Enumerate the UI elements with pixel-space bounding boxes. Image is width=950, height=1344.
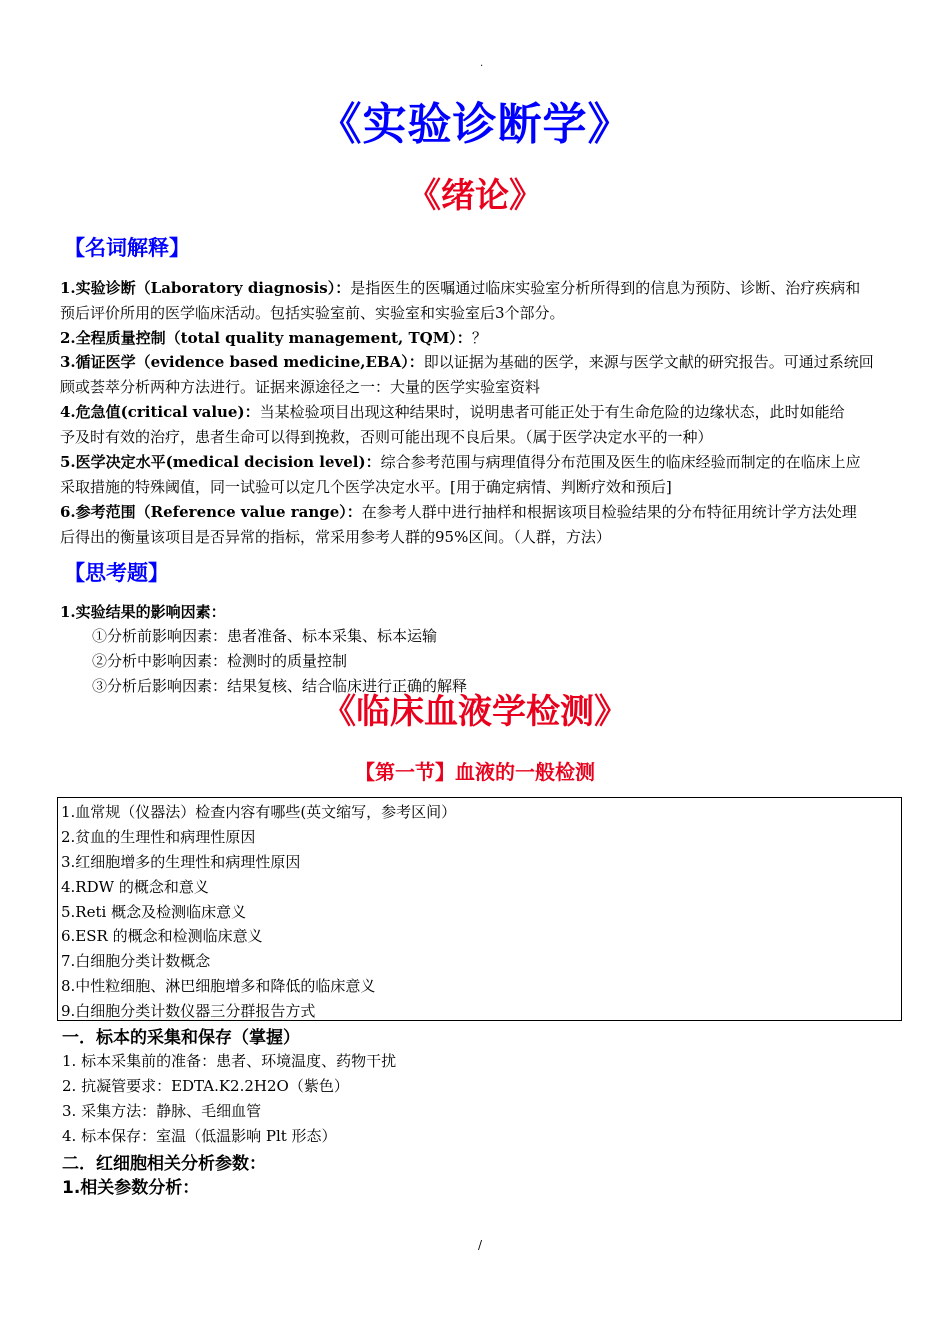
box-item: 6.ESR 的概念和检测临床意义 (61, 927, 263, 946)
box-item: 2.贫血的生理性和病理性原因 (61, 827, 256, 846)
box-item: 9.白细胞分类计数仪器三分群报告方式 (61, 1002, 316, 1021)
part1-heading: 一．标本的采集和保存（掌握） (62, 1028, 300, 1048)
review-questions-box (57, 797, 902, 1021)
box-item: 5.Reti 概念及检测临床意义 (61, 902, 247, 921)
box-item: 7.白细胞分类计数概念 (61, 952, 211, 971)
part1-item: 1. 标本采集前的准备：患者、环境温度、药物干扰 (62, 1052, 397, 1070)
chapter-title-hematology: 《临床血液学检测》 (322, 692, 628, 732)
term-definition: 1.实验诊断（Laboratory diagnosis）：是指医生的医嘱通过临床实验室分析所得到的信息为预防、诊断、治疗疾病和 预后评价所用的医学临床活动。包括实验室前、实验室和实验室后3个部分。 (60, 279, 861, 322)
term-definition: 3.循证医学（evidence based medicine,EBA）：即以证据为基础的医学，来源与医学文献的研究报告。可通过系统回 顾或荟萃分析两种方法进行。证据来源途径之一：大量的医学实验室资料 (60, 353, 874, 396)
terms-heading: 【名词解释】 (64, 236, 190, 260)
box-item: 8.中性粒细胞、淋巴细胞增多和降低的临床意义 (61, 977, 376, 996)
section-title: 【第一节】血液的一般检测 (355, 760, 595, 784)
term-definition: 2.全程质量控制（total quality management, TQM）：？ (60, 329, 487, 347)
part2-subheading: 1.相关参数分析： (62, 1178, 200, 1198)
footer-mark: / (478, 1238, 483, 1252)
term-definition: 4.危急值(critical value)：当某检验项目出现这种结果时，说明患者可能正处于有生命危险的边缘状态，此时如能给 予及时有效的治疗，患者生命可以得到挽救，否则可能出现不良后果。（属于医学决定水平的一种） (60, 403, 845, 446)
think-item: ②分析中影响因素：检测时的质量控制 (92, 652, 348, 670)
box-item: 4.RDW 的概念和意义 (61, 877, 209, 896)
part2-heading: 二．红细胞相关分析参数： (62, 1154, 266, 1174)
part1-item: 4. 标本保存：室温（低温影响 Plt 形态） (62, 1127, 337, 1145)
think-item: ①分析前影响因素：患者准备、标本采集、标本运输 (92, 627, 438, 645)
part1-item: 3. 采集方法：静脉、毛细血管 (62, 1102, 262, 1120)
part1-item: 2. 抗凝管要求：EDTA.K2.2H2O（紫色） (62, 1077, 349, 1095)
document-title: 《实验诊断学》 (317, 99, 633, 150)
box-item: 3.红细胞增多的生理性和病理性原因 (61, 852, 301, 871)
header-mark: . (480, 58, 484, 69)
think-item: ③分析后影响因素：结果复核、结合临床进行正确的解释 (92, 677, 468, 695)
box-item: 1.血常规（仪器法）检查内容有哪些(英文缩写，参考区间） (61, 803, 457, 821)
term-definition: 5.医学决定水平(medical decision level)：综合参考范围与病理值得分布范围及医生的临床经验而制定的在临床上应 采取措施的特殊阈值，同一试验可以定几个医学决定水平。[用于确定病情、判断疗效和预后] (60, 453, 861, 496)
chapter-title-introduction: 《绪论》 (407, 176, 543, 216)
think-question: 1.实验结果的影响因素： (60, 603, 226, 621)
term-definition: 6.参考范围（Reference value range）：在参考人群中进行抽样和根据该项目检验结果的分布特征用统计学方法处理 后得出的衡量该项目是否异常的指标，常采用参考人群的95%区间。（人群，方法） (60, 503, 857, 546)
think-heading: 【思考题】 (64, 561, 169, 585)
